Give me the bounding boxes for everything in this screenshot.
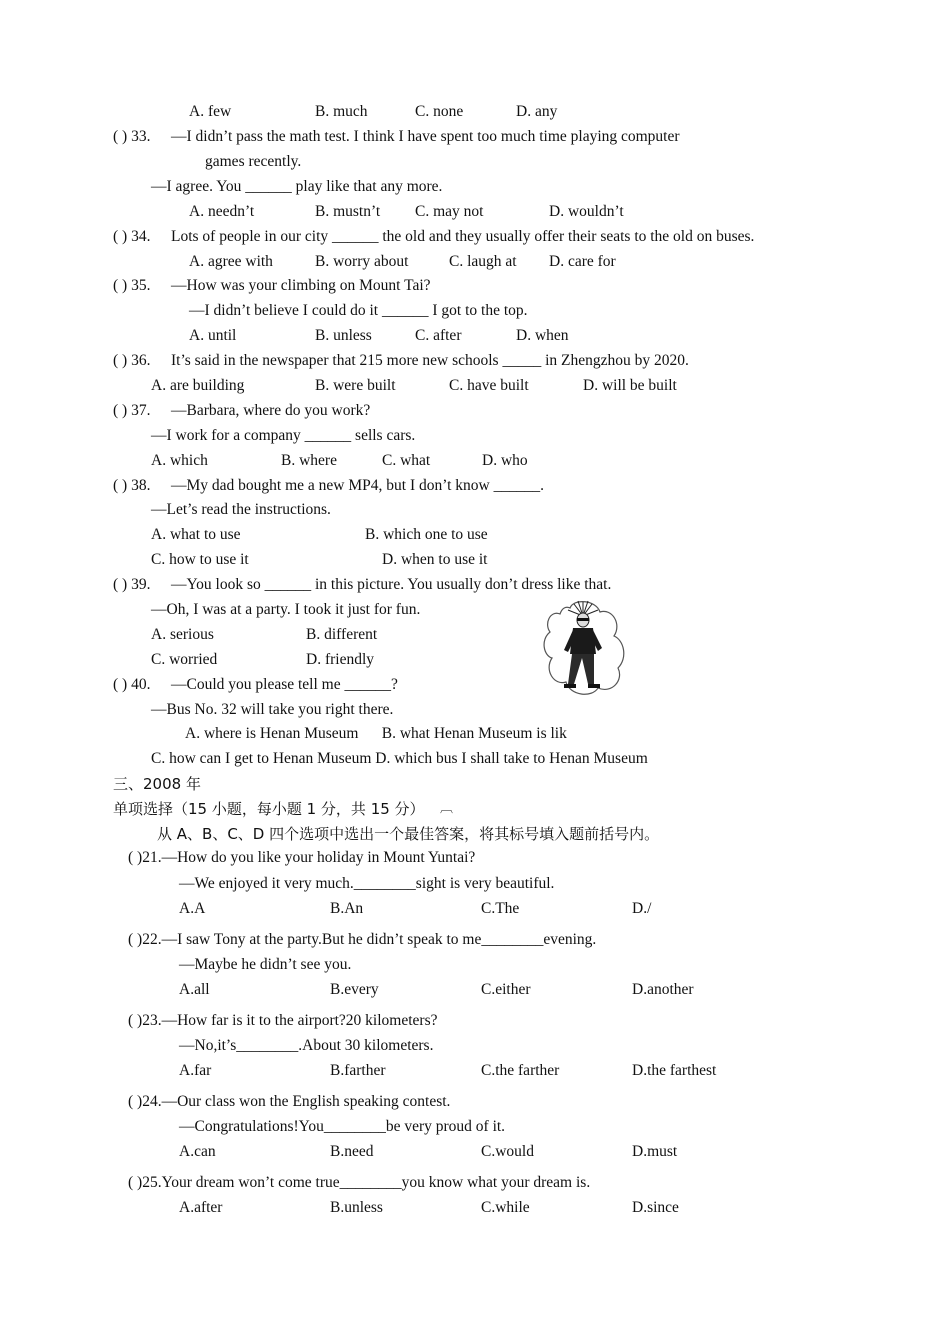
q38-option-d: D. when to use it [382, 551, 488, 568]
q40-options-cd: C. how can I get to Henan Museum D. which bus I shall take to Henan Museum [151, 750, 648, 767]
q38-line2: —Let’s read the instructions. [151, 501, 331, 518]
q24-line1: ( )24.—Our class won the English speaking contest. [128, 1093, 451, 1110]
q34-option-b: B. worry about [315, 253, 409, 270]
q35-line1: —How was your climbing on Mount Tai? [171, 277, 431, 294]
party-costume-illustration [540, 596, 626, 700]
q22-line1: ( )22.—I saw Tony at the party.But he didn’t speak to me________evening. [128, 931, 597, 948]
q37-option-b: B. where [281, 452, 337, 469]
q36-option-c: C. have built [449, 377, 529, 394]
q24-option-c: C.would [481, 1143, 534, 1160]
section-title: 三、2008 年 [113, 775, 201, 793]
q38-option-a: A. what to use [151, 526, 241, 543]
q40-bracket: ( ) 40. [113, 676, 151, 693]
q24-line2: —Congratulations!You________be very proud of it. [179, 1118, 506, 1135]
section-instruction: 从 A、B、C、D 四个选项中选出一个最佳答案，将其标号填入题前括号内。 [157, 825, 660, 843]
q32-option-b: B. much [315, 103, 368, 120]
q25-option-c: C.while [481, 1199, 530, 1216]
q38-option-c: C. how to use it [151, 551, 249, 568]
q36-option-a: A. are building [151, 377, 245, 394]
q34-option-c: C. laugh at [449, 253, 517, 270]
q39-line1: —You look so ______ in this picture. You usually don’t dress like that. [171, 576, 612, 593]
q37-option-d: D. who [482, 452, 528, 469]
q23-option-d: D.the farthest [632, 1062, 717, 1079]
q33-option-b: B. mustn’t [315, 203, 381, 220]
q22-option-a: A.all [179, 981, 210, 998]
q34-bracket: ( ) 34. [113, 228, 151, 245]
q23-option-b: B.farther [330, 1062, 386, 1079]
q21-option-b: B.An [330, 900, 364, 917]
q33-bracket: ( ) 33. [113, 128, 151, 145]
q34-line1: Lots of people in our city ______ the old and they usually offer their seats to the old on buses. [171, 228, 755, 245]
q32-option-d: D. any [516, 103, 558, 120]
q36-option-d: D. will be built [583, 377, 677, 394]
q25-option-b: B.unless [330, 1199, 383, 1216]
q21-option-c: C.The [481, 900, 520, 917]
q25-line1: ( )25.Your dream won’t come true________you know what your dream is. [128, 1174, 591, 1191]
section-heading: 单项选择（15 小题，每小题 1 分，共 15 分） [113, 800, 425, 818]
left-boot-shape [564, 684, 576, 688]
q39-option-c: C. worried [151, 651, 218, 668]
q39-option-a: A. serious [151, 626, 214, 643]
q22-option-c: C.either [481, 981, 531, 998]
q21-option-a: A.A [179, 900, 206, 917]
q24-option-b: B.need [330, 1143, 374, 1160]
q39-option-b: B. different [306, 626, 378, 643]
right-boot-shape [588, 684, 600, 688]
q40-line1: —Could you please tell me ______? [171, 676, 398, 693]
q22-option-d: D.another [632, 981, 694, 998]
q32-option-a: A. few [189, 103, 232, 120]
q35-option-b: B. unless [315, 327, 372, 344]
q33-option-c: C. may not [415, 203, 484, 220]
q34-option-d: D. care for [549, 253, 616, 270]
q24-option-a: A.can [179, 1143, 216, 1160]
q39-bracket: ( ) 39. [113, 576, 151, 593]
q25-option-d: D.since [632, 1199, 679, 1216]
q21-line1: ( )21.—How do you like your holiday in Mount Yuntai? [128, 849, 476, 866]
fold-icon: ︹ [440, 801, 454, 816]
q21-line2: —We enjoyed it very much.________sight is very beautiful. [179, 875, 555, 892]
q37-bracket: ( ) 37. [113, 402, 151, 419]
sunglasses-icon [577, 618, 589, 621]
q21-option-d: D./ [632, 900, 652, 917]
q35-line2: —I didn’t believe I could do it ______ I got to the top. [189, 302, 528, 319]
q33-line2: games recently. [205, 153, 302, 170]
q33-line3: —I agree. You ______ play like that any more. [151, 178, 443, 195]
q37-option-a: A. which [151, 452, 208, 469]
q37-line1: —Barbara, where do you work? [171, 402, 371, 419]
q36-bracket: ( ) 36. [113, 352, 151, 369]
q32-option-c: C. none [415, 103, 464, 120]
q40-options-ab: A. where is Henan Museum B. what Henan Museum is lik [185, 725, 567, 742]
q39-option-d: D. friendly [306, 651, 375, 668]
q25-option-a: A.after [179, 1199, 223, 1216]
q40-line2: —Bus No. 32 will take you right there. [151, 701, 394, 718]
q23-line2: —No,it’s________.About 30 kilometers. [179, 1037, 434, 1054]
q34-option-a: A. agree with [189, 253, 273, 270]
q35-option-d: D. when [516, 327, 569, 344]
q38-bracket: ( ) 38. [113, 477, 151, 494]
q39-line2: —Oh, I was at a party. I took it just for fun. [151, 601, 421, 618]
q23-line1: ( )23.—How far is it to the airport?20 kilometers? [128, 1012, 438, 1029]
q35-option-a: A. until [189, 327, 237, 344]
q36-line1: It’s said in the newspaper that 215 more new schools _____ in Zhengzhou by 2020. [171, 352, 689, 369]
q36-option-b: B. were built [315, 377, 396, 394]
q33-option-a: A. needn’t [189, 203, 255, 220]
q37-option-c: C. what [382, 452, 431, 469]
q22-option-b: B.every [330, 981, 379, 998]
q33-option-d: D. wouldn’t [549, 203, 624, 220]
q38-line1: —My dad bought me a new MP4, but I don’t know ______. [171, 477, 544, 494]
q23-option-c: C.the farther [481, 1062, 560, 1079]
q37-line2: —I work for a company ______ sells cars. [151, 427, 416, 444]
q35-bracket: ( ) 35. [113, 277, 151, 294]
q38-option-b: B. which one to use [365, 526, 488, 543]
q35-option-c: C. after [415, 327, 462, 344]
trousers-shape [568, 654, 594, 684]
q23-option-a: A.far [179, 1062, 212, 1079]
q24-option-d: D.must [632, 1143, 678, 1160]
q33-line1: —I didn’t pass the math test. I think I have spent too much time playing computer [171, 128, 680, 145]
q22-line2: —Maybe he didn’t see you. [179, 956, 352, 973]
